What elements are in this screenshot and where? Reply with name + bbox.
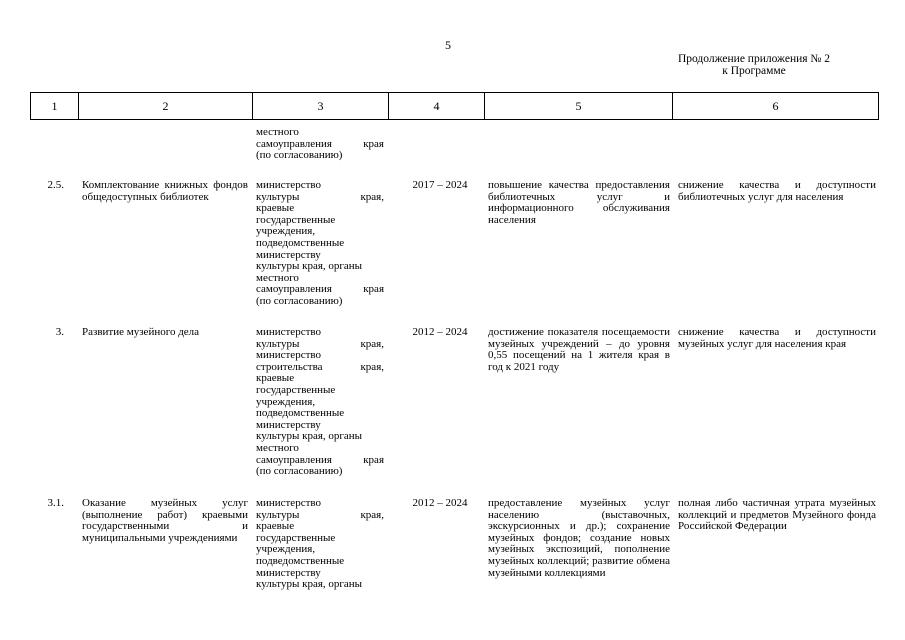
- expected-result: повышение качества предоставления библиотечных услуг и информационного обслуживания населения: [488, 179, 670, 226]
- executors-line: государственные: [256, 383, 336, 396]
- row-number: 3.1.: [47, 497, 64, 509]
- column-header-table: [30, 92, 879, 120]
- executors-line: краевые: [256, 202, 295, 215]
- executors-line: подведомственные: [256, 236, 345, 249]
- measure-name: Развитие музейного дела: [82, 326, 200, 338]
- executors-line: учреждения,: [256, 225, 316, 238]
- executors-line: краевые: [256, 372, 295, 385]
- expected-result: предоставление музейных услуг населению (выставочных, экскурсионных и др.); сохранение музейных фондов; создание новых музейных экспозиций, пополнение музейных коллекций; развитие обмена музейными коллекциями: [488, 497, 670, 579]
- executors-cell: [256, 327, 384, 478]
- executors-line: (по согласованию): [256, 465, 343, 478]
- executors-cell: [256, 498, 384, 591]
- period-cell: 2012 – 2024: [412, 326, 468, 338]
- executors-line: министерство: [256, 179, 322, 191]
- executors-line: самоуправления края: [256, 453, 384, 466]
- executors-line: строительства края,: [256, 360, 384, 373]
- expected-result: достижение показателя посещаемости музейных учреждений – до уровня 0,55 посещений на 1 жителя края в год к 2021 году: [488, 326, 670, 373]
- executors-line: учреждения,: [256, 543, 316, 556]
- executors-line: культуры края, органы: [256, 260, 363, 273]
- measure-name: Комплектование книжных фондов общедоступных библиотек: [82, 179, 248, 203]
- executors-line: культуры края,: [256, 190, 384, 203]
- executors-line: министерству: [256, 248, 321, 261]
- measure-name: Оказание музейных услуг (выполнение работ) краевыми государственными и муниципальными учреждениями: [82, 497, 248, 544]
- executors-line: подведомственные: [256, 407, 345, 420]
- column-header-row: [31, 93, 879, 120]
- executors-line: министерству: [256, 418, 321, 431]
- row-number: 2.5.: [47, 179, 64, 191]
- row-number: 3.: [55, 326, 64, 338]
- executors-line: местного: [256, 271, 299, 284]
- executors-line: культуры края, органы: [256, 578, 363, 591]
- column-header-1: 1: [31, 93, 79, 120]
- non-implementation-consequence: снижение качества и доступности музейных услуг для населения края: [678, 326, 876, 350]
- executors-line: министерство: [256, 349, 322, 362]
- executors-line: самоуправления края: [256, 137, 384, 150]
- executors-cell: [256, 127, 384, 162]
- column-header-3: 3: [253, 93, 389, 120]
- executors-cell: [256, 180, 384, 308]
- executors-line: государственные: [256, 213, 336, 226]
- executors-line: министерство: [256, 497, 322, 509]
- appendix-caption: [640, 53, 868, 77]
- executors-line: краевые: [256, 520, 295, 533]
- period-cell: 2017 – 2024: [412, 179, 468, 191]
- non-implementation-consequence: полная либо частичная утрата музейных коллекций и предметов Музейного фонда Российской Федерации: [678, 497, 876, 533]
- executors-line: местного: [256, 126, 299, 138]
- executors-line: (по согласованию): [256, 294, 343, 307]
- page-number: 5: [445, 38, 451, 52]
- column-header-5: 5: [485, 93, 673, 120]
- appendix-line-2: к Программе: [722, 65, 786, 77]
- executors-line: культуры края,: [256, 337, 384, 350]
- executors-line: местного: [256, 441, 299, 454]
- executors-line: учреждения,: [256, 395, 316, 408]
- executors-line: министерство: [256, 326, 322, 338]
- executors-line: министерству: [256, 566, 321, 579]
- column-header-2: 2: [79, 93, 253, 120]
- executors-line: государственные: [256, 531, 336, 544]
- executors-line: (по согласованию): [256, 149, 343, 162]
- appendix-line-1: Продолжение приложения № 2: [677, 53, 831, 65]
- column-header-6: 6: [673, 93, 879, 120]
- column-header-4: 4: [389, 93, 485, 120]
- non-implementation-consequence: снижение качества и доступности библиотечных услуг для населения: [678, 179, 876, 203]
- executors-line: самоуправления края: [256, 283, 384, 296]
- executors-line: культуры края,: [256, 508, 384, 521]
- period-cell: 2012 – 2024: [412, 497, 468, 509]
- executors-line: подведомственные: [256, 554, 345, 567]
- executors-line: культуры края, органы: [256, 430, 363, 443]
